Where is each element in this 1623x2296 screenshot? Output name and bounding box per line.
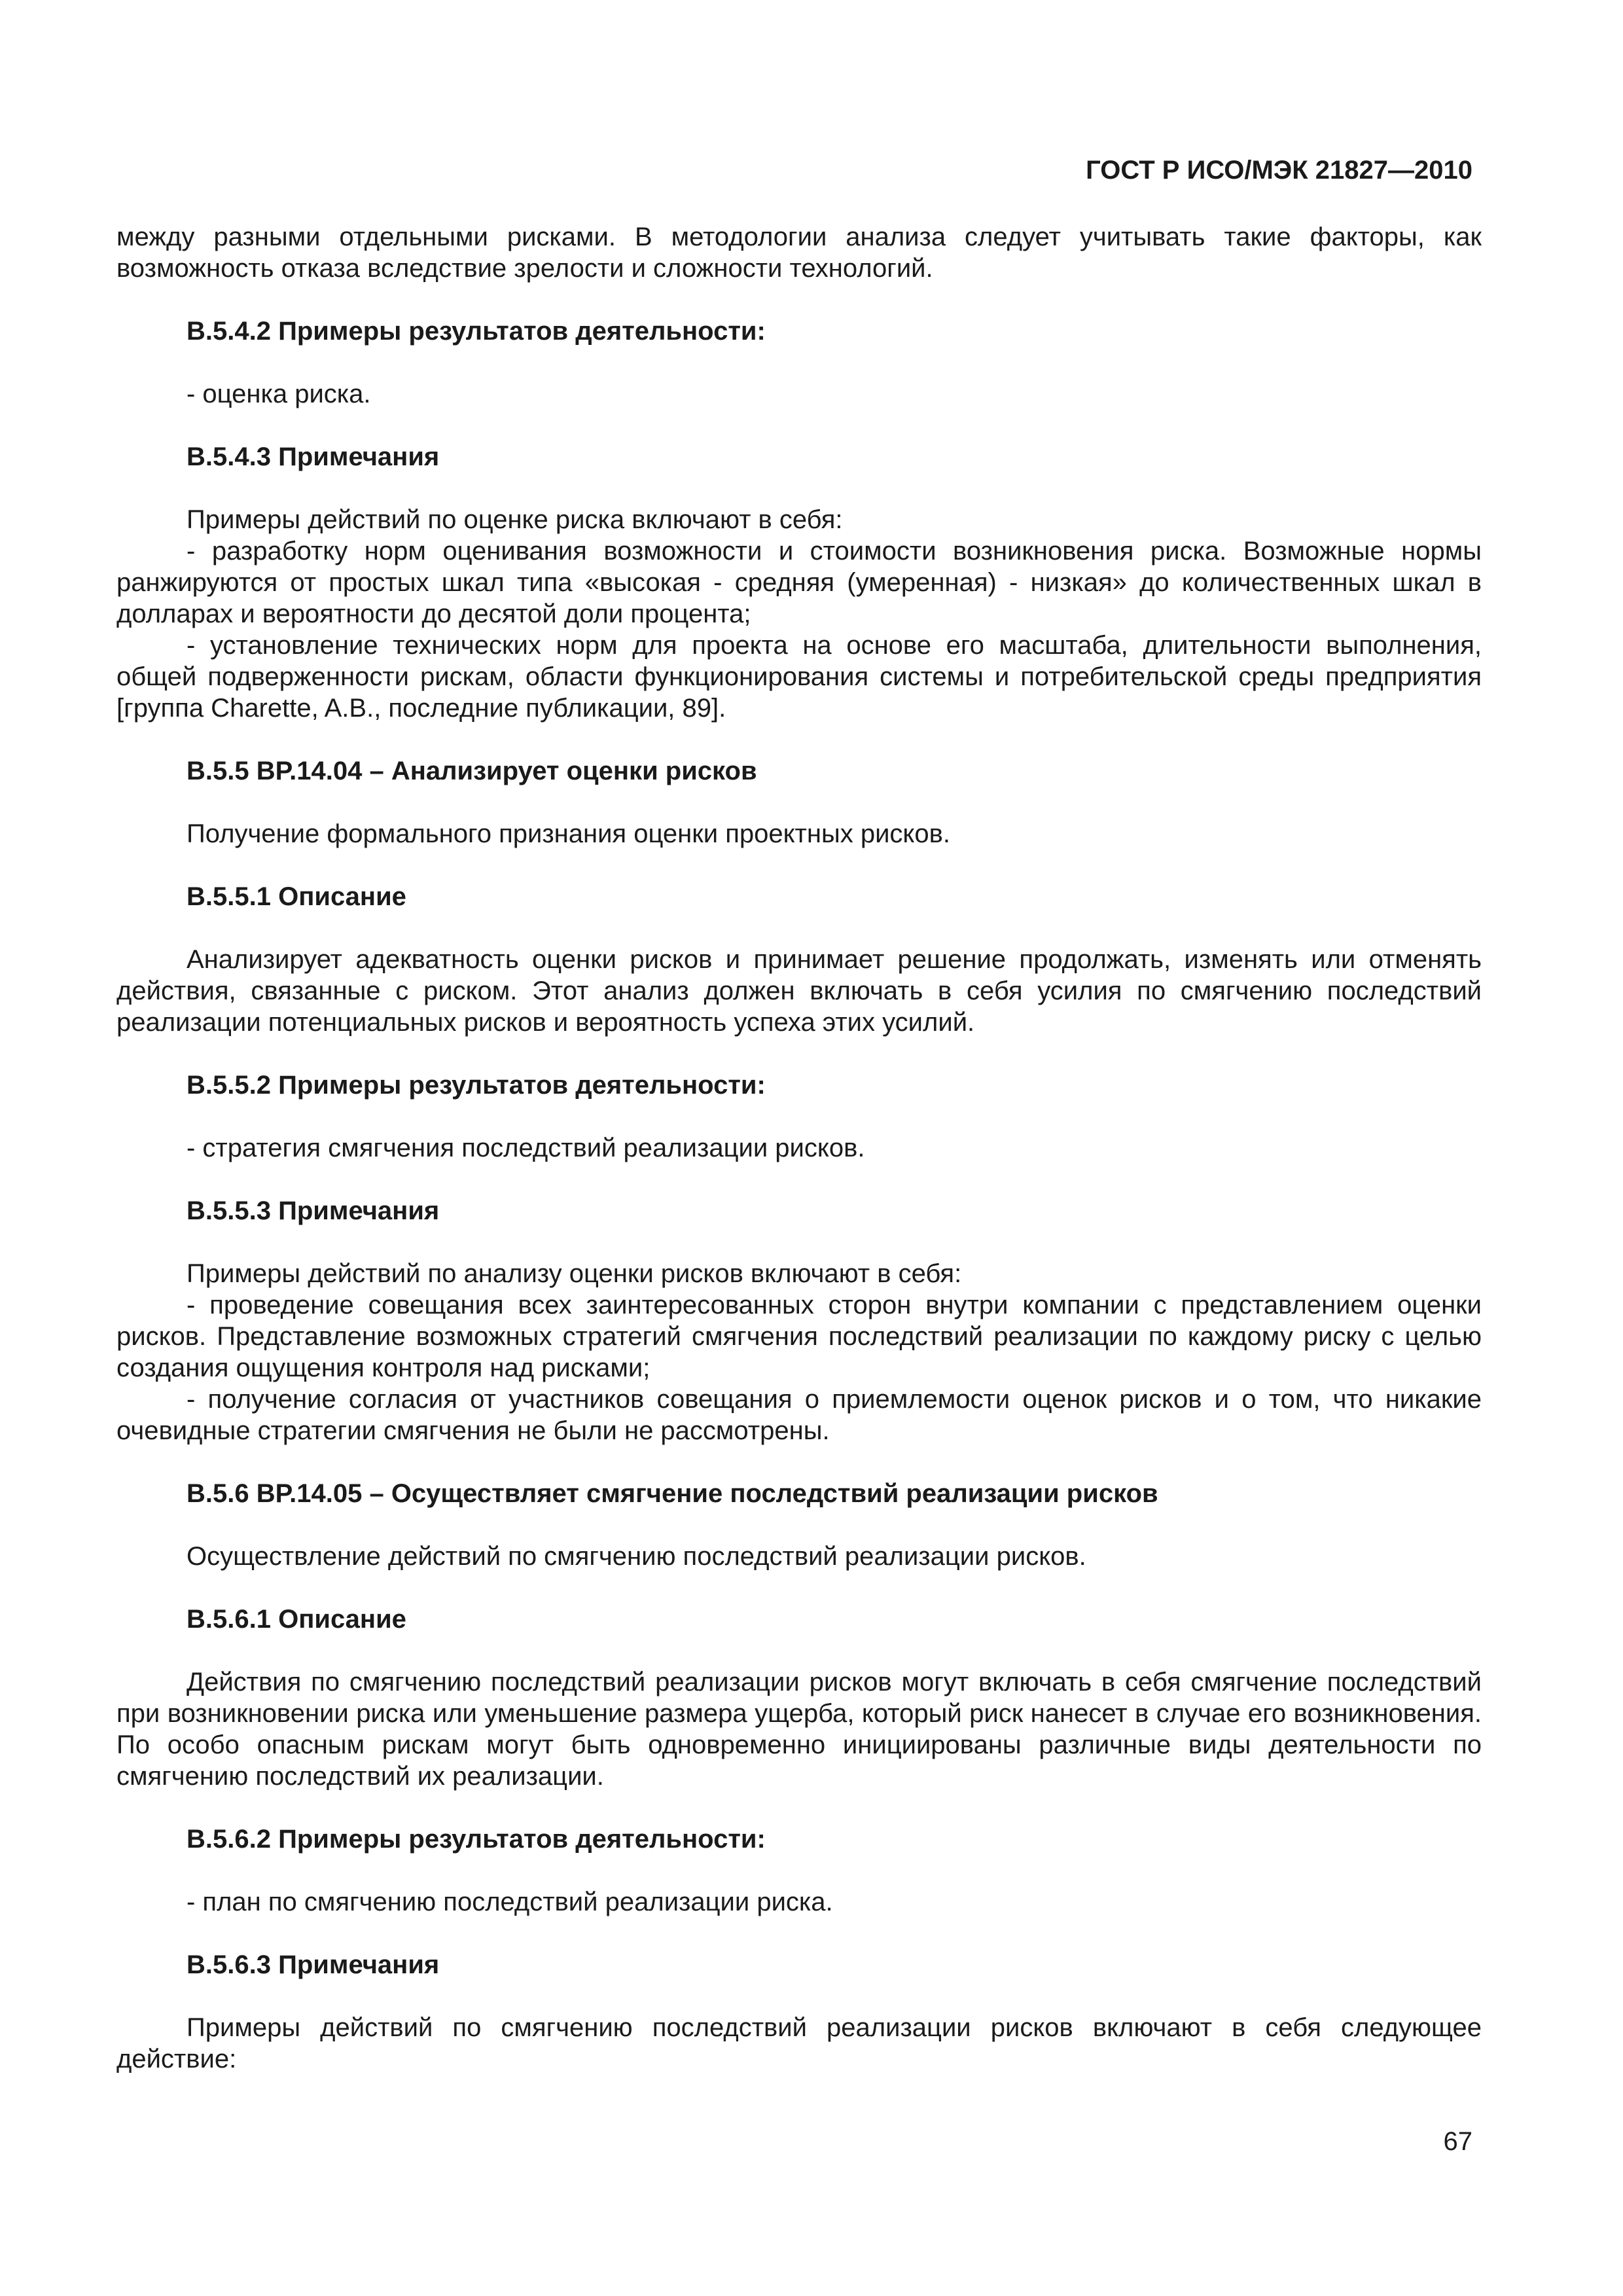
section-b553-heading: В.5.5.3 Примечания [187,1196,440,1225]
section-b552-item: - стратегия смягчения последствий реализации рисков. [187,1134,865,1162]
document-header: ГОСТ Р ИСО/МЭК 21827—2010 [1086,156,1472,185]
section-b55-heading: В.5.5 BP.14.04 – Анализирует оценки рисков [187,757,757,785]
section-b542-item: - оценка риска. [187,380,371,408]
section-b551-heading: В.5.5.1 Описание [187,882,406,911]
section-b56-text: Осуществление действий по смягчению последствий реализации рисков. [187,1542,1086,1571]
section-b553-bullet-2: - получение согласия от участников совещания о приемлемости оценок рисков и о том, что никакие очевидные стратегии смягчения не были не рассмотрены. [116,1385,1482,1445]
section-b543-bullet-2: - установление технических норм для проекта на основе его масштаба, длительности выполнения, общей подверженности рискам, области функционирования системы и потребительской среды предприятия [группа Charette, A.B., последние публикации, 89]. [116,631,1482,723]
document-body [116,221,1482,2075]
section-b563-heading: В.5.6.3 Примечания [187,1950,440,1979]
section-b543-lead: Примеры действий по оценке риска включают в себя: [187,505,843,534]
section-b553-bullet-1: - проведение совещания всех заинтересованных сторон внутри компании с представлением оценки рисков. Представление возможных стратегий смягчения последствий реализации по каждому риску с целью создания ощущения контроля над рисками; [116,1291,1482,1382]
section-b561-heading: В.5.6.1 Описание [187,1605,406,1634]
intro-paragraph: между разными отдельными рисками. В методологии анализа следует учитывать такие факторы, как возможность отказа вследствие зрелости и сложности технологий. [116,223,1482,283]
section-b543-heading: В.5.4.3 Примечания [187,442,440,471]
section-b563-text: Примеры действий по смягчению последствий реализации рисков включают в себя следующее действие: [116,2013,1482,2073]
section-b56-heading: В.5.6 BP.14.05 – Осуществляет смягчение последствий реализации рисков [187,1479,1158,1508]
section-b542-heading: В.5.4.2 Примеры результатов деятельности: [187,317,766,346]
section-b55-text: Получение формального признания оценки проектных рисков. [187,819,950,848]
section-b562-item: - план по смягчению последствий реализации риска. [187,1888,833,1916]
section-b543-bullet-1: - разработку норм оценивания возможности и стоимости возникновения риска. Возможные нормы ранжируются от простых шкал типа «высокая - средняя (умеренная) - низкая» до количественных шкал в долларах и вероятности до десятой доли процента; [116,537,1482,628]
section-b551-text: Анализирует адекватность оценки рисков и принимает решение продолжать, изменять или отменять действия, связанные с риском. Этот анализ должен включать в себя усилия по смягчению последствий реализации потенциальных рисков и вероятность успеха этих усилий. [116,945,1482,1037]
page-number: 67 [1443,2127,1472,2156]
section-b561-text: Действия по смягчению последствий реализации рисков могут включать в себя смягчение последствий при возникновении риска или уменьшение размера ущерба, который риск нанесет в случае его возникновения. По особо опасным рискам могут быть одновременно инициированы различные виды деятельности по смягчению последствий их реализации. [116,1668,1482,1791]
section-b562-heading: В.5.6.2 Примеры результатов деятельности: [187,1825,766,1854]
section-b552-heading: В.5.5.2 Примеры результатов деятельности: [187,1071,766,1100]
section-b553-lead: Примеры действий по анализу оценки рисков включают в себя: [187,1259,962,1288]
